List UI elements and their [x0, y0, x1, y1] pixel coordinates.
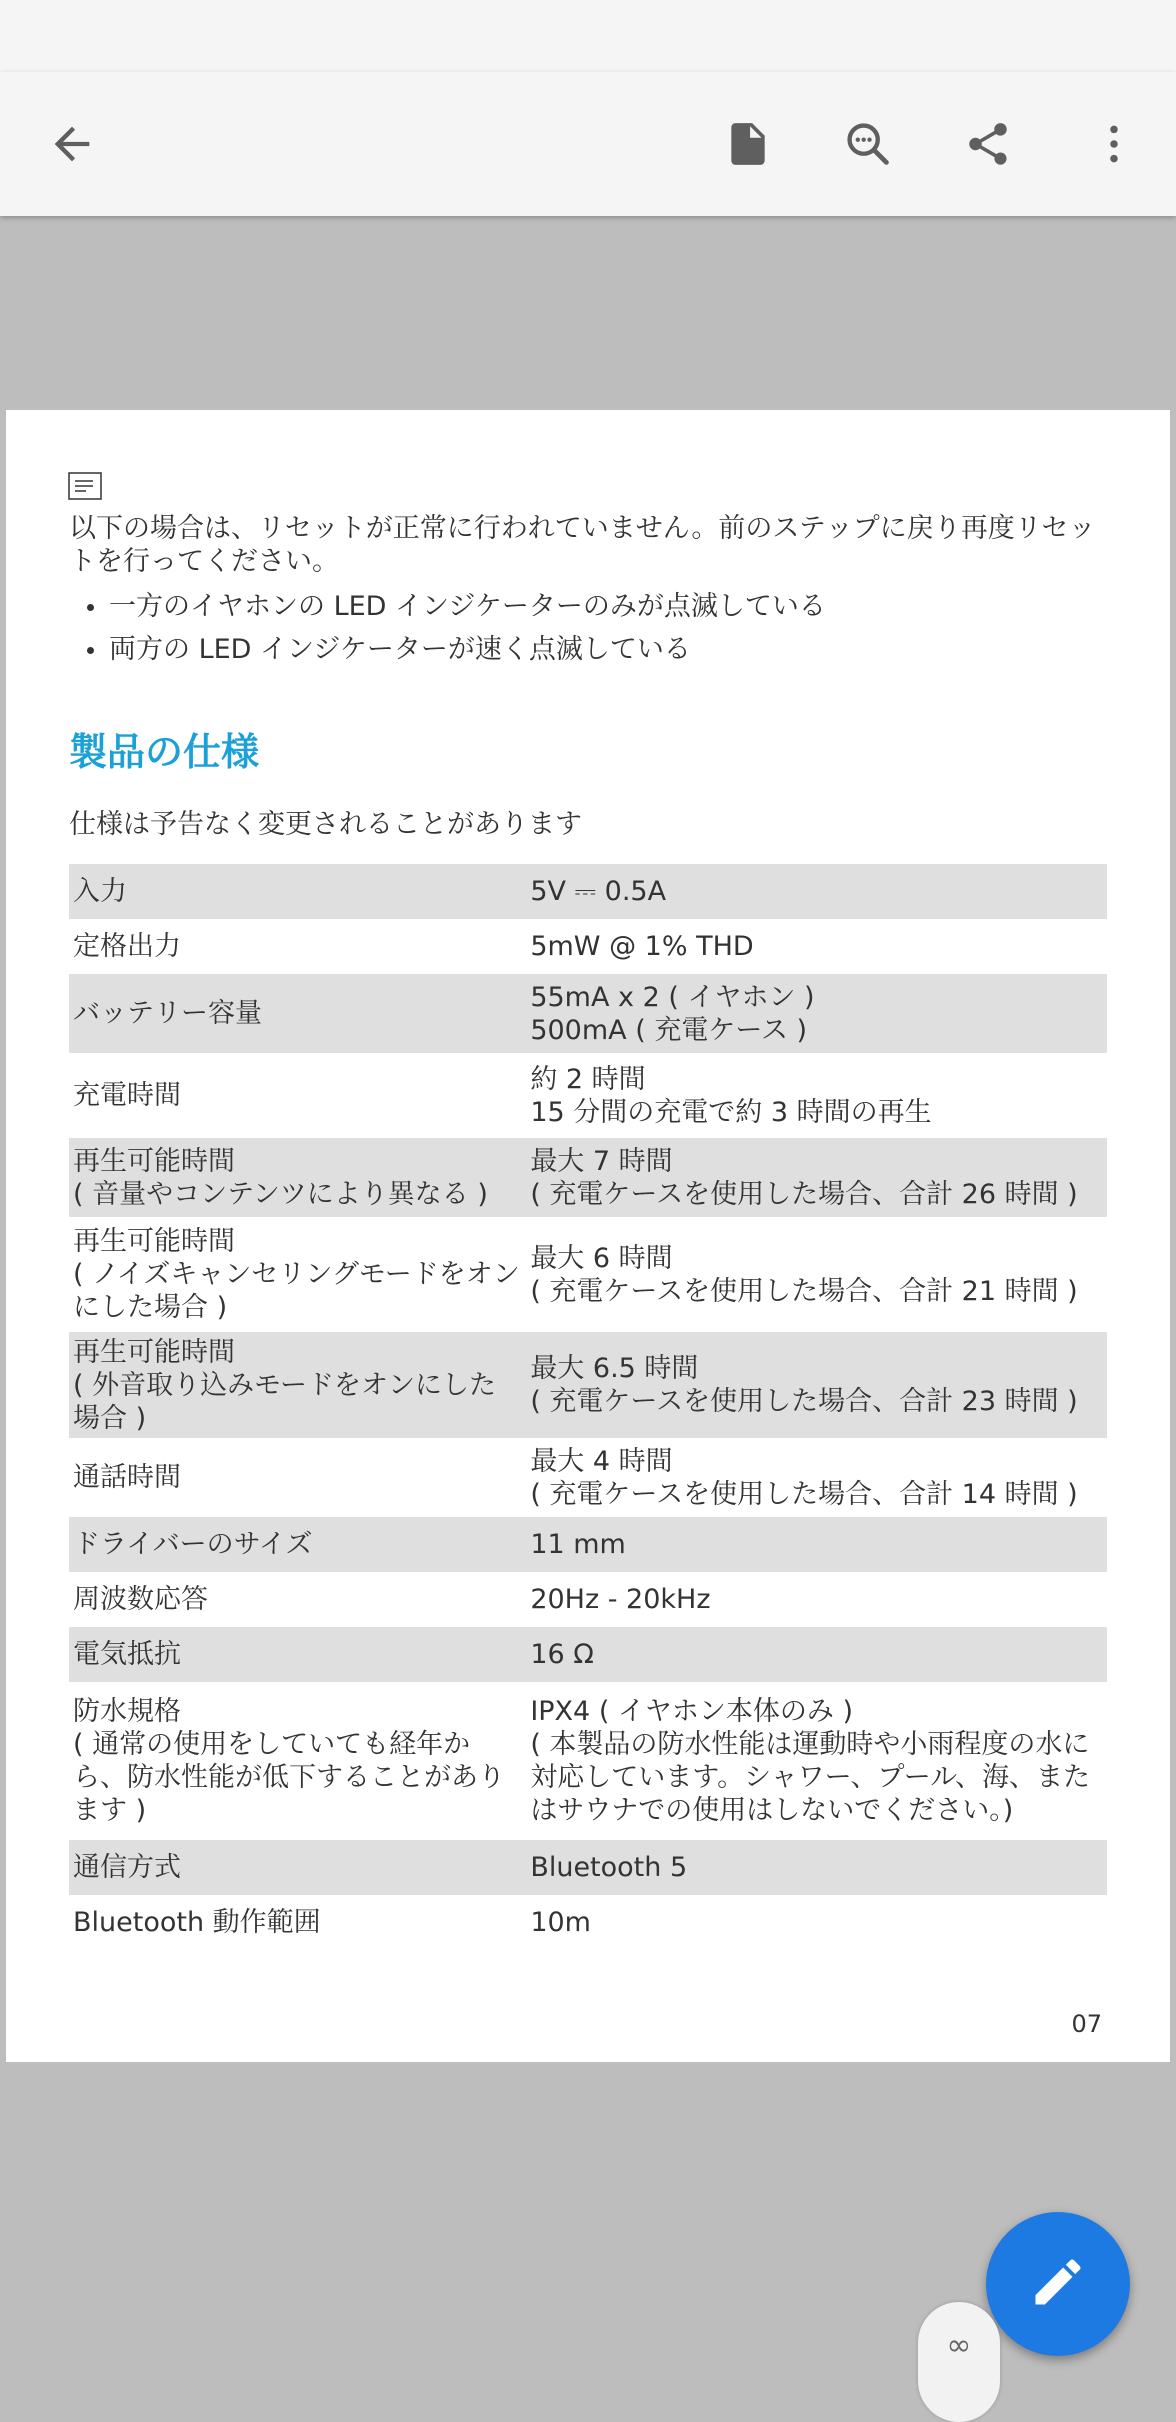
back-arrow-icon [46, 118, 98, 170]
status-bar [0, 0, 1176, 72]
spec-value: 最大 4 時間 ( 充電ケースを使用した場合、合計 14 時間 ) [530, 1445, 1078, 1510]
spec-value: 5mW @ 1% THD [530, 931, 754, 962]
top-toolbar [0, 72, 1176, 216]
list-item: 一方のイヤホンの LED インジケーターのみが点滅している [69, 585, 1119, 628]
spec-value: 16 Ω [526, 1627, 1107, 1682]
more-vert-icon [1089, 119, 1139, 169]
spec-value: 11 mm [526, 1517, 1107, 1572]
spec-subtitle: 仕様は予告なく変更されることがあります [69, 809, 582, 840]
reset-note-text: 以下の場合は、リセットが正常に行われていません。前のステップに戻り再度リセットを行ってください。 [69, 513, 1096, 577]
spec-key: 通信方式 [69, 1840, 526, 1895]
spec-value: 20Hz - 20kHz [530, 1584, 711, 1615]
table-row [69, 1627, 1107, 1682]
spec-key: 防水規格 ( 通常の使用をしていても経年から、防水性能が低下することがあります ) [73, 1696, 505, 1826]
list-item: 両方の LED インジケーターが速く点滅している [69, 628, 1119, 671]
table-row [69, 1217, 1107, 1332]
spec-key: 電気抵抗 [69, 1627, 526, 1682]
spec-value: 約 2 時間 15 分間の充電で約 3 時間の再生 [530, 1063, 932, 1128]
spec-value: Bluetooth 5 [526, 1840, 1107, 1895]
more-options-button[interactable] [1066, 96, 1162, 192]
spec-key: 充電時間 [73, 1080, 181, 1111]
table-row [69, 1438, 1107, 1517]
spec-value: 55mA x 2 ( イヤホン ) 500mA ( 充電ケース ) [526, 974, 1107, 1053]
reset-note-bullets [69, 585, 1119, 671]
table-row [69, 1517, 1107, 1572]
table-row [69, 1332, 1107, 1438]
share-icon [963, 119, 1013, 169]
spec-key: 再生可能時間 ( 音量やコンテンツにより異なる ) [69, 1138, 526, 1217]
search-icon [842, 118, 894, 170]
spec-key: 再生可能時間 ( ノイズキャンセリングモードをオンにした場合 ) [73, 1226, 520, 1323]
table-row [69, 1682, 1107, 1840]
spec-value: 最大 6.5 時間 ( 充電ケースを使用した場合、合計 23 時間 ) [526, 1332, 1107, 1438]
table-row [69, 1572, 1107, 1627]
spec-key: 定格出力 [73, 931, 181, 962]
spec-key: Bluetooth 動作範囲 [73, 1907, 321, 1938]
document-icon [723, 119, 773, 169]
spec-key: 再生可能時間 ( 外音取り込みモードをオンにした場合 ) [69, 1332, 526, 1438]
spec-key: 通話時間 [73, 1462, 181, 1493]
infinity-tab-button[interactable]: ∞ [918, 2302, 1000, 2422]
table-row [69, 1138, 1107, 1217]
spec-key: ドライバーのサイズ [69, 1517, 526, 1572]
spec-table [69, 864, 1107, 1950]
table-row [69, 1895, 1107, 1950]
section-title: 製品の仕様 [69, 730, 260, 774]
table-row [69, 919, 1107, 974]
note-icon [68, 472, 102, 500]
share-button[interactable] [940, 96, 1036, 192]
spec-value: 10m [530, 1907, 591, 1938]
search-button[interactable] [820, 96, 916, 192]
spec-value: 5V ⎓ 0.5A [526, 864, 1107, 919]
spec-value: 最大 6 時間 ( 充電ケースを使用した場合、合計 21 時間 ) [530, 1242, 1078, 1307]
table-row [69, 864, 1107, 919]
table-row [69, 1053, 1107, 1138]
document-info-button[interactable] [700, 96, 796, 192]
edit-fab-button[interactable] [986, 2212, 1130, 2356]
spec-key: 入力 [69, 864, 526, 919]
back-button[interactable] [24, 96, 120, 192]
table-row [69, 1840, 1107, 1895]
table-row [69, 974, 1107, 1053]
pencil-edit-icon [1028, 2252, 1088, 2316]
document-page [6, 410, 1170, 2062]
spec-value: 最大 7 時間 ( 充電ケースを使用した場合、合計 26 時間 ) [526, 1138, 1107, 1217]
spec-key: 周波数応答 [73, 1584, 208, 1615]
spec-value: IPX4 ( イヤホン本体のみ ) ( 本製品の防水性能は運動時や小雨程度の水に対応しています。シャワー、プール、海、またはサウナでの使用はしないでください。) [530, 1696, 1091, 1826]
spec-key: バッテリー容量 [69, 974, 526, 1053]
page-number: 07 [1071, 2010, 1102, 2038]
